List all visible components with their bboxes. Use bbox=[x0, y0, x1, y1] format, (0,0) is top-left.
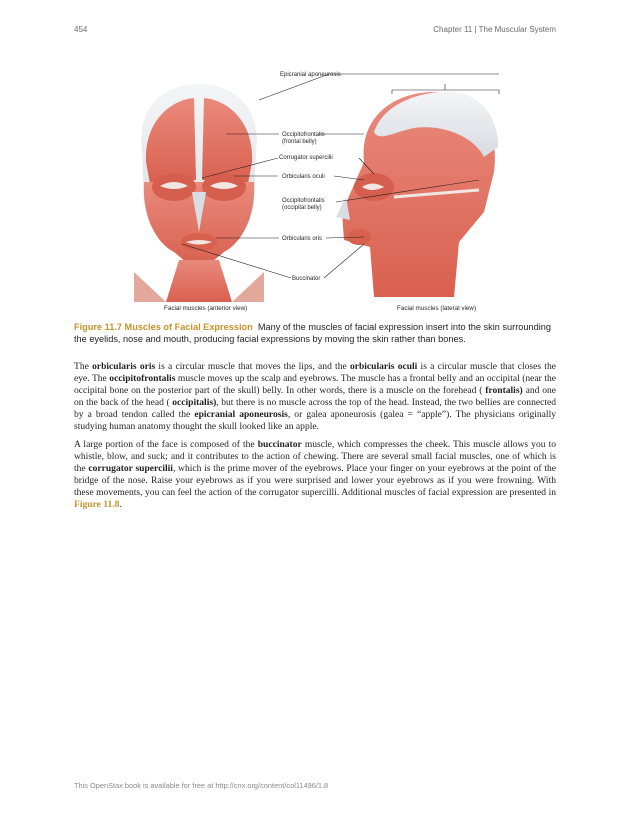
text-run: and one on the back of the head ( bbox=[74, 384, 556, 408]
footer-attribution: This OpenStax book is available for free at http://cnx.org/content/col11496/1.8 bbox=[74, 781, 329, 790]
text-run: A large portion of the face is composed of the bbox=[74, 439, 258, 451]
label-corrugator-supercilii: Corrugator supercilii bbox=[279, 155, 333, 161]
facial-muscles-illustration bbox=[74, 62, 556, 317]
paragraph-2 bbox=[74, 439, 556, 511]
term-occipitofrontalis: occipitofrontalis bbox=[109, 372, 176, 384]
chapter-header: Chapter 11 | The Muscular System bbox=[433, 25, 556, 34]
label-occipitofrontalis-occipital-belly: (occipital belly) bbox=[282, 205, 322, 211]
label-occipitofrontalis-occipital: Occipitofrontalis bbox=[282, 198, 325, 204]
label-orbicularis-oculi: Orbicularis oculi bbox=[282, 174, 325, 180]
caption-text: Many of the muscles of facial expression insert into the skin surrounding the eyelids, nose and mouth, producing facial expressions by moving the skin rather than bones. bbox=[74, 322, 551, 344]
text-run: , but there is no muscle across the top of the head. Instead, the two bellies are connected by a broad tendon called the bbox=[74, 396, 556, 420]
body-text bbox=[74, 361, 556, 517]
text-run: is a circular muscle that moves the lips, and the bbox=[155, 361, 350, 372]
figure-caption bbox=[74, 322, 556, 345]
term-orbicularis-oris: orbicularis oris bbox=[92, 361, 156, 372]
paragraph-1 bbox=[74, 361, 556, 433]
text-run: is a circular muscle that closes the eye. The bbox=[74, 361, 556, 384]
term-epicranial-aponeurosis: epicranial aponeurosis bbox=[194, 408, 288, 420]
subtitle-anterior-view: Facial muscles (anterior view) bbox=[164, 305, 248, 312]
label-buccinator: Buccinator bbox=[292, 276, 321, 282]
text-run: , or galea aponeurosis (galea = “apple”). The physicians originally studying human anatomy thought the skull looked like an apple. bbox=[74, 408, 556, 432]
text-run: muscle, which compresses the cheek. This muscle allows you to whistle, blow, and suck; and it contributes to the action of chewing. There are several small facial muscles, one of which is the bbox=[74, 439, 556, 475]
text-run: muscle moves up the scalp and eyebrows. The muscle has a frontal belly and an occipital (near the occipital bone on the posterior part of the skull) belly. In other words, there is a muscle on the forehead ( bbox=[74, 372, 556, 396]
lateral-head bbox=[336, 92, 498, 297]
term-orbicularis-oculi: orbicularis oculi bbox=[349, 361, 418, 372]
caption-label: Figure 11.7 Muscles of Facial Expression bbox=[74, 322, 253, 332]
label-epicranial-aponeurosis: Epicranial aponeurosis bbox=[280, 72, 341, 78]
term-frontalis: frontalis) bbox=[485, 384, 523, 396]
label-orbicularis-oris: Orbicularis oris bbox=[282, 236, 323, 242]
facial-muscles-figure bbox=[74, 62, 556, 317]
term-buccinator: buccinator bbox=[257, 439, 302, 451]
anterior-head bbox=[134, 84, 264, 302]
page-number: 454 bbox=[74, 25, 88, 34]
term-corrugator-supercilii: corrugator supercilii bbox=[88, 463, 173, 475]
text-run: , which is the prime mover of the eyebrows. Place your finger on your eyebrows at the point of the bridge of the nose. Raise your eyebrows as if you were surprised and lower your eyebrows as if you were frowning. With these movements, you can feel the action of the corrugator supercilli. Additional muscles of facial expression are presented in bbox=[74, 463, 556, 499]
figure-11-8-link[interactable]: Figure 11.8 bbox=[74, 498, 120, 510]
subtitle-lateral-view: Facial muscles (lateral view) bbox=[397, 305, 477, 312]
label-occipitofrontalis-frontal-belly: (frontal belly) bbox=[282, 139, 317, 145]
text-run: The bbox=[74, 361, 93, 372]
term-occipitalis: occipitalis) bbox=[172, 396, 217, 408]
label-occipitofrontalis-frontal: Occipitofrontalis bbox=[282, 132, 325, 138]
text-run: . bbox=[119, 498, 122, 510]
